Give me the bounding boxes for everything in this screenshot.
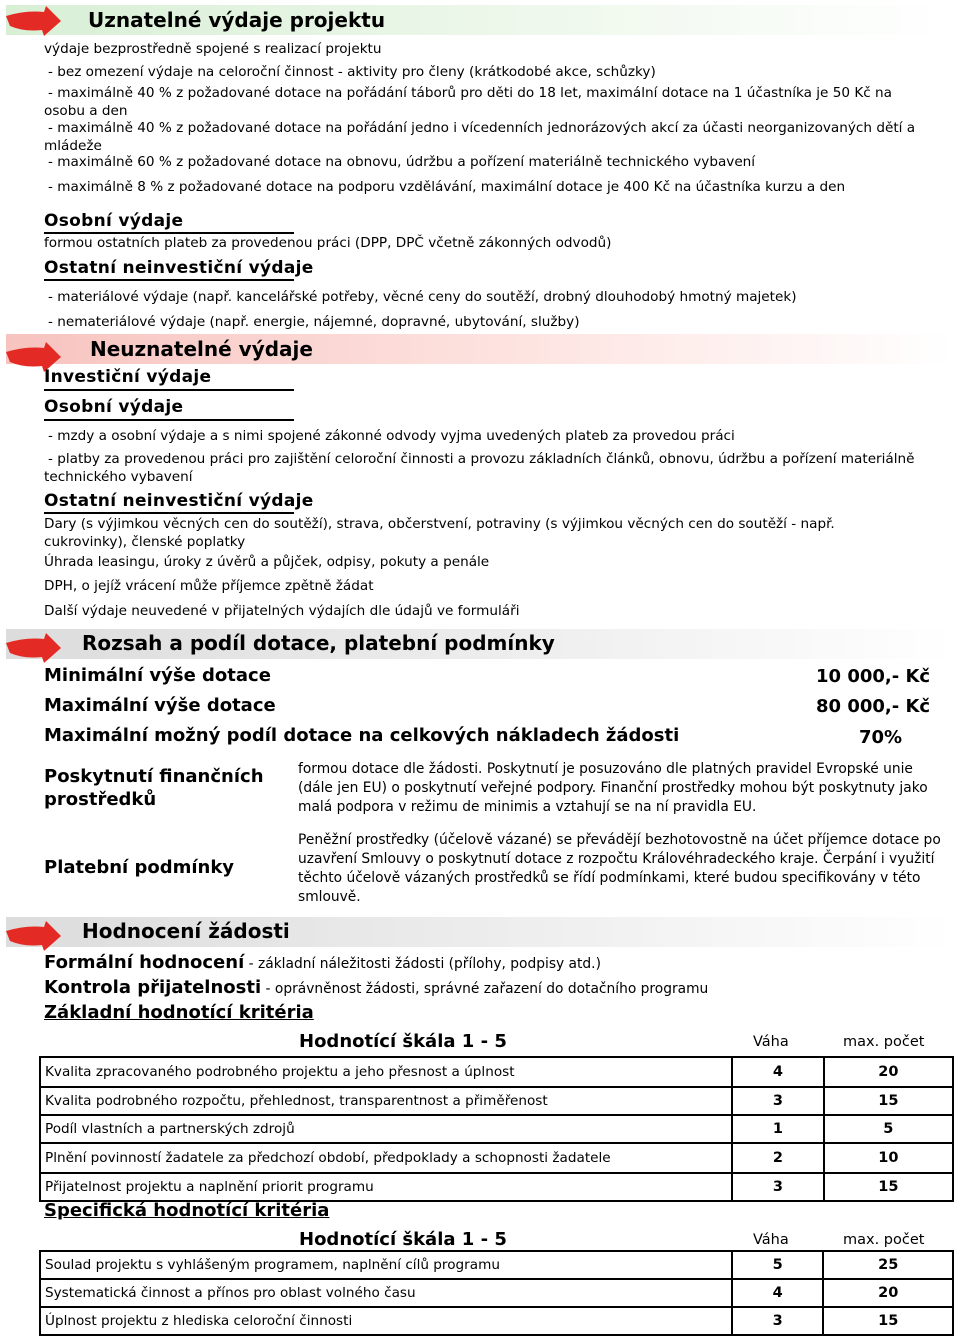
criterion-label: Kvalita podrobného rozpočtu, přehlednost, transparentnost a přiměřenost: [40, 1087, 732, 1115]
eligible-intro: výdaje bezprostředně spojené s realizací projektu: [44, 41, 382, 57]
criterion-max: 10: [824, 1143, 953, 1173]
other-item: Úhrada leasingu, úroky z úvěrů a půjček, odpisy, pokuty a penále: [44, 554, 490, 570]
personal-heading: Osobní výdaje: [44, 397, 184, 417]
criterion-label: Přijatelnost projektu a naplnění priorit programu: [40, 1173, 732, 1201]
table-row: [40, 1279, 953, 1307]
criterion-weight: 4: [732, 1279, 824, 1307]
personal-item: - platby za provedenou práci pro zajištění celoroční činnosti a provozu základních článků, obnovu, údržbu a pořízení materiálně technického vybavení: [44, 451, 915, 485]
other-item: - nemateriálové výdaje (např. energie, nájemné, dopravné, ubytování, služby): [48, 314, 580, 330]
max-share-value: 70%: [859, 727, 903, 748]
personal-text: formou ostatních plateb za provedenou práci (DPP, DPČ včetně zákonných odvodů): [44, 235, 612, 251]
heading-underline: [44, 279, 294, 281]
basic-criteria-heading: Základní hodnotící kritéria: [44, 1002, 314, 1023]
criterion-weight: 1: [732, 1115, 824, 1143]
red-arrow-icon: [4, 4, 62, 38]
criterion-weight: 5: [732, 1251, 824, 1279]
criterion-label: Kvalita zpracovaného podrobného projektu a jeho přesnost a úplnost: [40, 1057, 732, 1087]
criterion-max: 25: [823, 1251, 953, 1279]
criterion-max: 5: [824, 1115, 953, 1143]
table-row: [40, 1173, 953, 1201]
min-amount-value: 10 000,- Kč: [816, 666, 931, 687]
section-title-ineligible: Neuznatelné výdaje: [90, 337, 313, 361]
max-share-label: Maximální možný podíl dotace na celkových nákladech žádosti: [44, 725, 680, 746]
payment-label: Platební podmínky: [44, 857, 235, 878]
section-title-evaluation: Hodnocení žádosti: [82, 919, 290, 943]
other-heading: Ostatní neinvestiční výdaje: [44, 258, 314, 278]
criterion-max: 15: [824, 1087, 953, 1115]
other-item: DPH, o jejíž vrácení může příjemce zpětně žádat: [44, 578, 374, 594]
heading-underline: [44, 389, 294, 391]
formal-evaluation: [44, 952, 601, 973]
criterion-weight: 3: [732, 1173, 824, 1201]
heading-underline: [44, 419, 294, 421]
eligible-item: - maximálně 40 % z požadované dotace na pořádání jedno i vícedenních jednorázových akcí za účasti neorganizovaných dětí a mládeže: [44, 120, 916, 154]
heading-underline: [44, 512, 294, 514]
criterion-label: Úplnost projektu z hlediska celoroční činnosti: [40, 1307, 732, 1335]
scale-label: Hodnotící škála 1 - 5: [299, 1031, 507, 1052]
eligibility-check: [44, 977, 708, 998]
criterion-max: 15: [824, 1173, 953, 1201]
eligible-item: - bez omezení výdaje na celoroční činnost - aktivity pro členy (krátkodobé akce, schůzky): [48, 64, 656, 80]
other-item: Dary (s výjimkou věcných cen do soutěží), strava, občerstvení, potraviny (s výjimkou věcných cen do soutěží - např. cukrovinky), členské poplatky: [44, 516, 835, 550]
max-amount-label: Maximální výše dotace: [44, 695, 276, 716]
eligible-item: - maximálně 60 % z požadované dotace na obnovu, údržbu a pořízení materiálně technického vybavení: [48, 154, 756, 170]
specific-criteria-heading: Specifická hodnotící kritéria: [44, 1200, 330, 1221]
specific-criteria-table: [39, 1250, 954, 1336]
criterion-max: 20: [824, 1057, 953, 1087]
red-arrow-icon: [4, 631, 62, 665]
criterion-weight: 4: [732, 1057, 824, 1087]
criterion-weight: 3: [732, 1087, 824, 1115]
provision-label: Poskytnutí finančních prostředků: [44, 766, 264, 810]
section-title-eligible: Uznatelné výdaje projektu: [88, 8, 386, 32]
payment-text: Peněžní prostředky (účelově vázané) se převádějí bezhotovostně na účet příjemce dotace po uzavření Smlouvy o poskytnutí dotace z rozpočtu Královéhradeckého kraje. Čerpání i využití těchto účelově vázaných prostředků se řídí podmínkami, které budou specifikovány v této smlouvě.: [298, 832, 941, 905]
criterion-label: Plnění povinností žadatele za předchozí období, předpoklady a schopnosti žadatele: [40, 1143, 732, 1173]
criterion-label: Podíl vlastních a partnerských zdrojů: [40, 1115, 732, 1143]
criterion-label: Systematická činnost a přínos pro oblast volného času: [40, 1279, 732, 1307]
table-row: [40, 1307, 953, 1335]
eligible-item: - maximálně 40 % z požadované dotace na pořádání táborů pro děti do 18 let, maximální dotace na 1 účastníka je 50 Kč na osobu a den: [44, 85, 892, 119]
table-row: [40, 1087, 953, 1115]
formal-label: Formální hodnocení: [44, 952, 245, 973]
eligible-item: - maximálně 8 % z požadované dotace na podporu vzdělávání, maximální dotace je 400 Kč na účastníka kurzu a den: [48, 179, 846, 195]
red-arrow-icon: [4, 919, 62, 953]
investment-heading: Investiční výdaje: [44, 367, 212, 387]
scale-label: Hodnotící škála 1 - 5: [299, 1229, 507, 1250]
criterion-max: 15: [823, 1307, 953, 1335]
eligibility-text: - oprávněnost žádosti, správné zařazení do dotačního programu: [261, 981, 709, 997]
table-row: [40, 1115, 953, 1143]
criterion-weight: 2: [732, 1143, 824, 1173]
other-item: - materiálové výdaje (např. kancelářské potřeby, věcné ceny do soutěží, drobný dlouhodobý hmotný majetek): [48, 289, 797, 305]
criterion-max: 20: [823, 1279, 953, 1307]
min-amount-label: Minimální výše dotace: [44, 665, 271, 686]
criterion-weight: 3: [732, 1307, 824, 1335]
basic-criteria-table: [39, 1056, 954, 1202]
personal-item: - mzdy a osobní výdaje a s nimi spojené zákonné odvody vyjma uvedených plateb za provedou práci: [48, 428, 735, 444]
formal-text: - základní náležitosti žádosti (přílohy, podpisy atd.): [244, 956, 601, 972]
table-row: [40, 1143, 953, 1173]
eligibility-label: Kontrola přijatelnosti: [44, 977, 262, 998]
criterion-label: Soulad projektu s vyhlášeným programem, naplnění cílů programu: [40, 1251, 732, 1279]
provision-text: formou dotace dle žádosti. Poskytnutí je posuzováno dle platných pravidel Evropské unie (dále jen EU) o poskytnutí veřejné podpory. Finanční prostředky mohou být poskytnuty jako malá podpora v režimu de minimis a vztahují se na ní pravidla EU.: [298, 761, 928, 815]
other-item: Další výdaje neuvedené v přijatelných výdajích dle údajů ve formuláři: [44, 603, 520, 619]
weight-header: Váha: [753, 1232, 789, 1248]
weight-header: Váha: [753, 1034, 789, 1050]
personal-heading: Osobní výdaje: [44, 211, 184, 231]
max-header: max. počet: [843, 1034, 925, 1050]
section-title-funding: Rozsah a podíl dotace, platební podmínky: [82, 631, 555, 655]
other-heading: Ostatní neinvestiční výdaje: [44, 491, 314, 511]
table-row: [40, 1251, 953, 1279]
table-row: [40, 1057, 953, 1087]
max-amount-value: 80 000,- Kč: [816, 696, 931, 717]
max-header: max. počet: [843, 1232, 925, 1248]
